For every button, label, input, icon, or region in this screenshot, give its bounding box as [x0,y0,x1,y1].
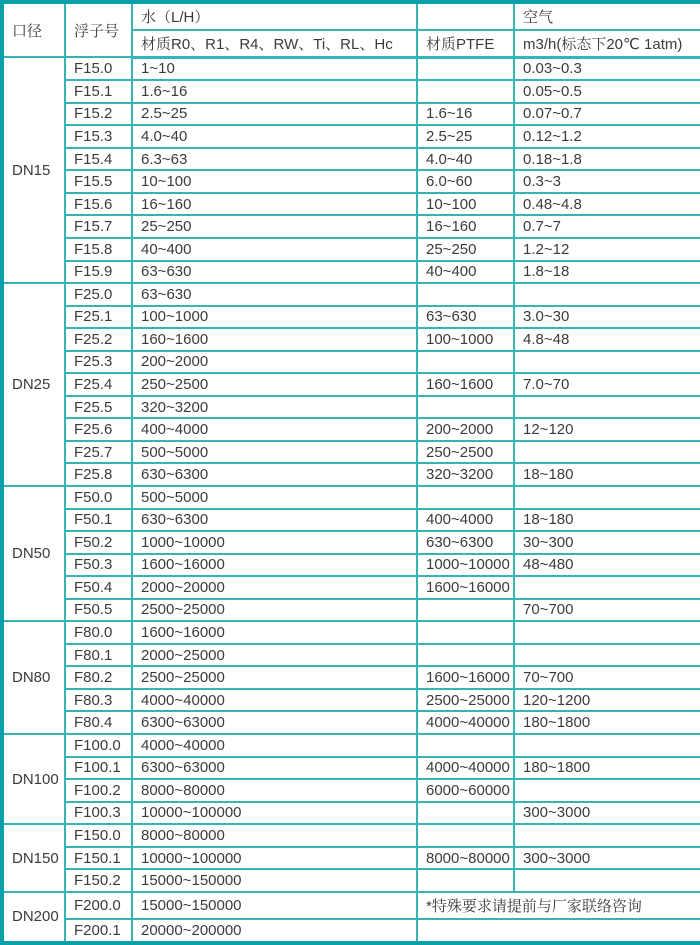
cell-air [514,283,700,306]
cell-air: 0.18~1.8 [514,148,700,171]
table-row [2,531,700,554]
cell-water-ptfe [417,351,514,374]
cell-diameter: DN100 [2,734,65,824]
cell-float-no: F25.1 [65,306,132,329]
cell-diameter: DN25 [2,283,65,486]
cell-float-no: F80.2 [65,666,132,689]
table-row [2,57,700,80]
cell-water-ptfe: 10~100 [417,193,514,216]
cell-float-no: F25.4 [65,373,132,396]
cell-air: 70~700 [514,666,700,689]
table-row [2,463,700,486]
cell-water-materials: 100~1000 [132,306,417,329]
table-row [2,486,700,509]
cell-water-ptfe: 160~1600 [417,373,514,396]
cell-float-no: F80.0 [65,621,132,644]
cell-air: 300~3000 [514,802,700,825]
table-row [2,779,700,802]
cell-water-materials: 4.0~40 [132,125,417,148]
table-row [2,689,700,712]
table-row [2,599,700,622]
cell-float-no: F100.0 [65,734,132,757]
table-row [2,666,700,689]
cell-float-no: F25.5 [65,396,132,419]
table-row [2,892,700,919]
cell-water-ptfe [417,599,514,622]
cell-water-materials: 10000~100000 [132,802,417,825]
cell-float-no: F100.3 [65,802,132,825]
cell-water-materials: 2.5~25 [132,103,417,126]
cell-water-materials: 15000~150000 [132,892,417,919]
cell-water-materials: 8000~80000 [132,779,417,802]
cell-water-ptfe [417,283,514,306]
cell-float-no: F100.2 [65,779,132,802]
cell-air [514,644,700,667]
table-row [2,802,700,825]
table-row [2,80,700,103]
table-row [2,869,700,892]
cell-water-ptfe: 1.6~16 [417,103,514,126]
cell-water-materials: 10000~100000 [132,847,417,870]
cell-float-no: F150.1 [65,847,132,870]
cell-water-materials: 4000~40000 [132,689,417,712]
cell-water-ptfe: 1000~10000 [417,554,514,577]
cell-water-materials: 40~400 [132,238,417,261]
cell-air: 1.8~18 [514,261,700,284]
table-row [2,824,700,847]
table-row [2,711,700,734]
cell-water-ptfe: 320~3200 [417,463,514,486]
table-row [2,306,700,329]
cell-air [514,441,700,464]
cell-float-no: F50.4 [65,576,132,599]
cell-water-materials: 630~6300 [132,463,417,486]
cell-water-materials: 500~5000 [132,441,417,464]
cell-water-materials: 320~3200 [132,396,417,419]
table-row [2,847,700,870]
cell-float-no: F50.0 [65,486,132,509]
cell-water-materials: 63~630 [132,261,417,284]
cell-float-no: F25.6 [65,418,132,441]
cell-water-ptfe: 250~2500 [417,441,514,464]
cell-float-no: F200.0 [65,892,132,919]
table-row [2,441,700,464]
header-water-ptfe: 材质PTFE [417,30,514,57]
cell-float-no: F25.3 [65,351,132,374]
cell-water-materials: 6300~63000 [132,711,417,734]
cell-float-no: F50.1 [65,509,132,532]
cell-air: 300~3000 [514,847,700,870]
cell-water-materials: 15000~150000 [132,869,417,892]
cell-float-no: F15.5 [65,170,132,193]
table-row [2,148,700,171]
cell-float-no: F15.2 [65,103,132,126]
cell-air: 12~120 [514,418,700,441]
cell-water-ptfe [417,734,514,757]
cell-float-no: F150.0 [65,824,132,847]
cell-water-ptfe: 40~400 [417,261,514,284]
cell-diameter: DN80 [2,621,65,734]
table-body [2,57,700,943]
cell-water-ptfe: 400~4000 [417,509,514,532]
cell-diameter: DN200 [2,892,65,943]
cell-float-no: F80.4 [65,711,132,734]
cell-water-materials: 160~1600 [132,328,417,351]
cell-water-materials: 20000~200000 [132,919,417,943]
cell-water-ptfe: 2.5~25 [417,125,514,148]
cell-float-no: F25.2 [65,328,132,351]
cell-water-ptfe: 630~6300 [417,531,514,554]
table-row [2,193,700,216]
cell-float-no: F15.9 [65,261,132,284]
cell-air [514,824,700,847]
header-row-1 [2,2,700,30]
cell-water-materials: 2000~20000 [132,576,417,599]
cell-water-materials: 10~100 [132,170,417,193]
table-row [2,554,700,577]
cell-air: 180~1800 [514,711,700,734]
table-row [2,757,700,780]
cell-float-no: F15.0 [65,57,132,80]
cell-air: 0.12~1.2 [514,125,700,148]
cell-water-ptfe: 6000~60000 [417,779,514,802]
cell-water-ptfe: 4.0~40 [417,148,514,171]
cell-water-ptfe: 16~160 [417,215,514,238]
cell-air [514,576,700,599]
cell-air: 180~1800 [514,757,700,780]
cell-water-materials: 25~250 [132,215,417,238]
table-row [2,373,700,396]
cell-water-ptfe [417,80,514,103]
cell-air: 0.3~3 [514,170,700,193]
cell-water-materials: 500~5000 [132,486,417,509]
cell-air [514,621,700,644]
cell-water-materials: 1600~16000 [132,554,417,577]
cell-float-no: F15.4 [65,148,132,171]
cell-air: 0.05~0.5 [514,80,700,103]
cell-water-materials: 630~6300 [132,509,417,532]
cell-water-materials: 1~10 [132,57,417,80]
table-row [2,351,700,374]
cell-air: 0.03~0.3 [514,57,700,80]
cell-water-materials: 2500~25000 [132,599,417,622]
cell-water-ptfe: 1600~16000 [417,576,514,599]
cell-water-materials: 1000~10000 [132,531,417,554]
cell-float-no: F50.5 [65,599,132,622]
cell-diameter: DN50 [2,486,65,621]
cell-water-materials: 2000~25000 [132,644,417,667]
cell-water-ptfe: 8000~80000 [417,847,514,870]
cell-water-ptfe [417,802,514,825]
cell-air [514,486,700,509]
table-row [2,396,700,419]
cell-water-materials: 2500~25000 [132,666,417,689]
table-row [2,644,700,667]
cell-water-ptfe [417,57,514,80]
cell-air [514,396,700,419]
table-row [2,509,700,532]
table-row [2,328,700,351]
cell-air: 70~700 [514,599,700,622]
header-water-materials: 材质R0、R1、R4、RW、Ti、RL、Hc [132,30,417,57]
cell-water-ptfe: 25~250 [417,238,514,261]
table-header [2,2,700,57]
cell-water-materials: 200~2000 [132,351,417,374]
cell-air: 1.2~12 [514,238,700,261]
cell-air [514,869,700,892]
cell-float-no: F15.3 [65,125,132,148]
table-row [2,261,700,284]
header-water: 水（L/H） [132,2,417,30]
cell-float-no: F80.1 [65,644,132,667]
cell-water-materials: 4000~40000 [132,734,417,757]
cell-water-ptfe [417,824,514,847]
cell-water-ptfe [417,621,514,644]
table-row [2,919,700,943]
table-row [2,125,700,148]
cell-water-ptfe: 63~630 [417,306,514,329]
cell-float-no: F15.7 [65,215,132,238]
cell-float-no: F100.1 [65,757,132,780]
cell-water-ptfe: 200~2000 [417,418,514,441]
cell-float-no: F50.3 [65,554,132,577]
cell-float-no: F50.2 [65,531,132,554]
cell-air: 18~180 [514,509,700,532]
cell-float-no: F25.8 [65,463,132,486]
cell-water-materials: 16~160 [132,193,417,216]
cell-note [417,919,700,943]
cell-float-no: F15.6 [65,193,132,216]
table-row [2,576,700,599]
cell-air: 120~1200 [514,689,700,712]
header-air-unit: m3/h(标态下20℃ 1atm) [514,30,700,57]
cell-diameter: DN150 [2,824,65,892]
cell-water-ptfe: 6.0~60 [417,170,514,193]
cell-note: *特殊要求请提前与厂家联络咨询 [417,892,700,919]
cell-float-no: F25.7 [65,441,132,464]
cell-water-materials: 6.3~63 [132,148,417,171]
table-row [2,621,700,644]
header-diameter: 口径 [2,2,65,57]
cell-water-ptfe: 4000~40000 [417,757,514,780]
cell-float-no: F80.3 [65,689,132,712]
header-air: 空气 [514,2,700,30]
cell-air: 4.8~48 [514,328,700,351]
table-row [2,238,700,261]
table-row [2,734,700,757]
cell-water-materials: 400~4000 [132,418,417,441]
cell-water-ptfe [417,869,514,892]
table-row [2,283,700,306]
cell-water-materials: 6300~63000 [132,757,417,780]
cell-float-no: F200.1 [65,919,132,943]
cell-air: 7.0~70 [514,373,700,396]
cell-water-ptfe: 2500~25000 [417,689,514,712]
header-float-no: 浮子号 [65,2,132,57]
cell-water-ptfe [417,644,514,667]
cell-air: 18~180 [514,463,700,486]
cell-water-materials: 1600~16000 [132,621,417,644]
cell-water-ptfe [417,396,514,419]
cell-air: 3.0~30 [514,306,700,329]
cell-air: 0.7~7 [514,215,700,238]
cell-water-ptfe [417,486,514,509]
cell-float-no: F25.0 [65,283,132,306]
cell-water-ptfe: 100~1000 [417,328,514,351]
header-water-spacer [417,2,514,30]
cell-float-no: F15.8 [65,238,132,261]
cell-water-ptfe: 1600~16000 [417,666,514,689]
cell-air [514,351,700,374]
cell-air: 48~480 [514,554,700,577]
cell-air [514,734,700,757]
cell-water-ptfe: 4000~40000 [417,711,514,734]
table-row [2,170,700,193]
cell-water-materials: 8000~80000 [132,824,417,847]
cell-diameter: DN15 [2,57,65,283]
table-row [2,215,700,238]
table-row [2,103,700,126]
cell-air: 0.48~4.8 [514,193,700,216]
cell-air [514,779,700,802]
cell-float-no: F15.1 [65,80,132,103]
cell-air: 0.07~0.7 [514,103,700,126]
cell-water-materials: 1.6~16 [132,80,417,103]
cell-float-no: F150.2 [65,869,132,892]
table-row [2,418,700,441]
cell-water-materials: 63~630 [132,283,417,306]
cell-air: 30~300 [514,531,700,554]
cell-water-materials: 250~2500 [132,373,417,396]
